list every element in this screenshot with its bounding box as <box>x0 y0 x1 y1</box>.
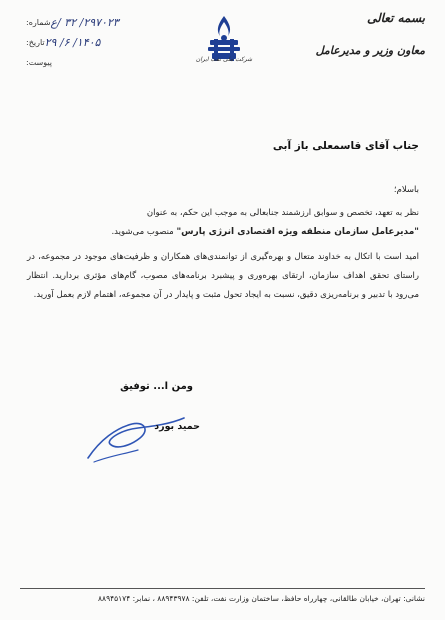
footer-address: نشانی: تهران، خیابان طالقانی، چهارراه حافظ، ساختمان وزارت نفت، تلفن: ۸۸۹۴۳۹۷۸ ، نمابر: ۸۸۹۴۵۱۷۴ <box>98 594 425 603</box>
attachment-label: پیوست: <box>26 57 53 67</box>
footer-divider <box>20 588 425 589</box>
meta-date-row <box>22 32 164 52</box>
appointment-paragraph <box>27 204 419 242</box>
closing-phrase: ومن ا... توفیق <box>120 381 193 392</box>
addressee: جناب آقای قاسمعلی باز آبی <box>272 140 419 152</box>
appointment-intro: نظر به تعهد، تخصص و سوابق ارزشمند جنابعالی به موجب این حکم، به عنوان <box>146 208 419 218</box>
handwritten-signature <box>80 400 200 470</box>
date-value: ۱۴۰۵/ ۶/ ۲۹ <box>44 35 101 49</box>
meta-number-row <box>22 12 164 32</box>
bismillah-heading: بسمه تعالی <box>366 11 425 25</box>
letter-meta <box>22 12 164 72</box>
office-title: معاون وزیر و مدیرعامل <box>315 44 425 57</box>
logo-caption: شرکت ملی نفت ایران <box>195 56 253 63</box>
appointment-title: "مدیرعامل سازمان منطقه ویژه اقتصادی انرژی پارس" <box>176 227 419 237</box>
salutation: باسلام؛ <box>393 185 419 195</box>
appointment-end: منصوب می‌شوید. <box>111 227 177 237</box>
date-label: تاریخ: <box>26 37 45 47</box>
number-label: شماره: <box>26 17 51 27</box>
meta-attachment-row <box>22 52 164 72</box>
number-value: ۲۹۷۰۲۳/ ۳۲ /ع <box>50 15 119 29</box>
wishes-paragraph: امید است با اتکال به خداوند متعال و بهره‌گیری از توانمندی‌های همکاران و ظرفیت‌های موجود در مجموعه، در راستای تحقق اهداف سازمان، ارتقای بهره‌وری و پیشبرد برنامه‌های مصوب، گام‌های مؤثری بردارید. انتظار می‌رود با تدبیر و برنامه‌ریزی دقیق، نسبت به ایجاد تحول مثبت و پایدار در آن مجموعه، اهتمام لازم بعمل آورید. <box>27 252 419 300</box>
signer-name: حمید بورد <box>154 421 200 432</box>
letterhead-title-block <box>255 10 425 58</box>
nioc-logo-icon <box>192 12 256 76</box>
